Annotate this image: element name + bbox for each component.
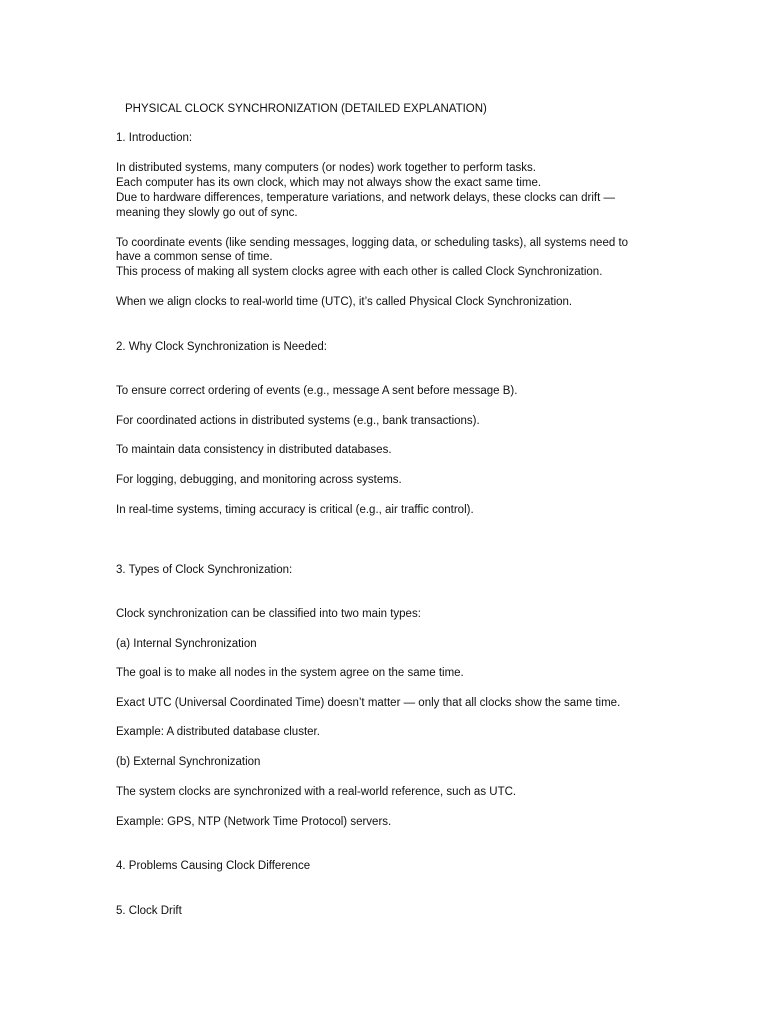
section-1-heading: 1. Introduction: (116, 132, 193, 144)
section-3-heading: 3. Types of Clock Synchronization: (116, 564, 293, 576)
reason-item: For logging, debugging, and monitoring across systems. (116, 474, 402, 486)
intro-paragraph-2-line-1: To coordinate events (like sending messages, logging data, or scheduling tasks), all systems need to (116, 237, 629, 249)
section-4-heading: 4. Problems Causing Clock Difference (116, 860, 311, 872)
section-5-heading: 5. Clock Drift (116, 905, 182, 917)
intro-paragraph-1-line-4: meaning they slowly go out of sync. (116, 207, 298, 219)
intro-paragraph-2-line-3: This process of making all system clocks agree with each other is called Clock Synchronization. (116, 266, 603, 278)
reason-item: To ensure correct ordering of events (e.g., message A sent before message B). (116, 385, 518, 397)
intro-paragraph-1-line-2: Each computer has its own clock, which may not always show the exact same time. (116, 177, 542, 189)
document-title: PHYSICAL CLOCK SYNCHRONIZATION (DETAILED EXPLANATION) (125, 103, 487, 115)
intro-paragraph-3: When we align clocks to real-world time (UTC), it’s called Physical Clock Synchronization. (116, 296, 573, 308)
section-2-heading: 2. Why Clock Synchronization is Needed: (116, 341, 327, 353)
internal-sync-heading: (a) Internal Synchronization (116, 638, 257, 650)
internal-sync-goal: The goal is to make all nodes in the system agree on the same time. (116, 667, 464, 679)
intro-paragraph-2-line-2: have a common sense of time. (116, 251, 273, 263)
reason-item: In real-time systems, timing accuracy is critical (e.g., air traffic control). (116, 504, 474, 516)
reason-item: For coordinated actions in distributed systems (e.g., bank transactions). (116, 415, 480, 427)
types-intro: Clock synchronization can be classified into two main types: (116, 608, 421, 620)
reason-item: To maintain data consistency in distributed databases. (116, 444, 392, 456)
external-sync-example: Example: GPS, NTP (Network Time Protocol) servers. (116, 816, 392, 828)
internal-sync-utc-note: Exact UTC (Universal Coordinated Time) doesn’t matter — only that all clocks show the same time. (116, 697, 621, 709)
external-sync-description: The system clocks are synchronized with a real-world reference, such as UTC. (116, 786, 517, 798)
intro-paragraph-1-line-3: Due to hardware differences, temperature variations, and network delays, these clocks can drift — (116, 192, 616, 204)
external-sync-heading: (b) External Synchronization (116, 756, 261, 768)
intro-paragraph-1-line-1: In distributed systems, many computers (or nodes) work together to perform tasks. (116, 162, 536, 174)
internal-sync-example: Example: A distributed database cluster. (116, 726, 320, 738)
